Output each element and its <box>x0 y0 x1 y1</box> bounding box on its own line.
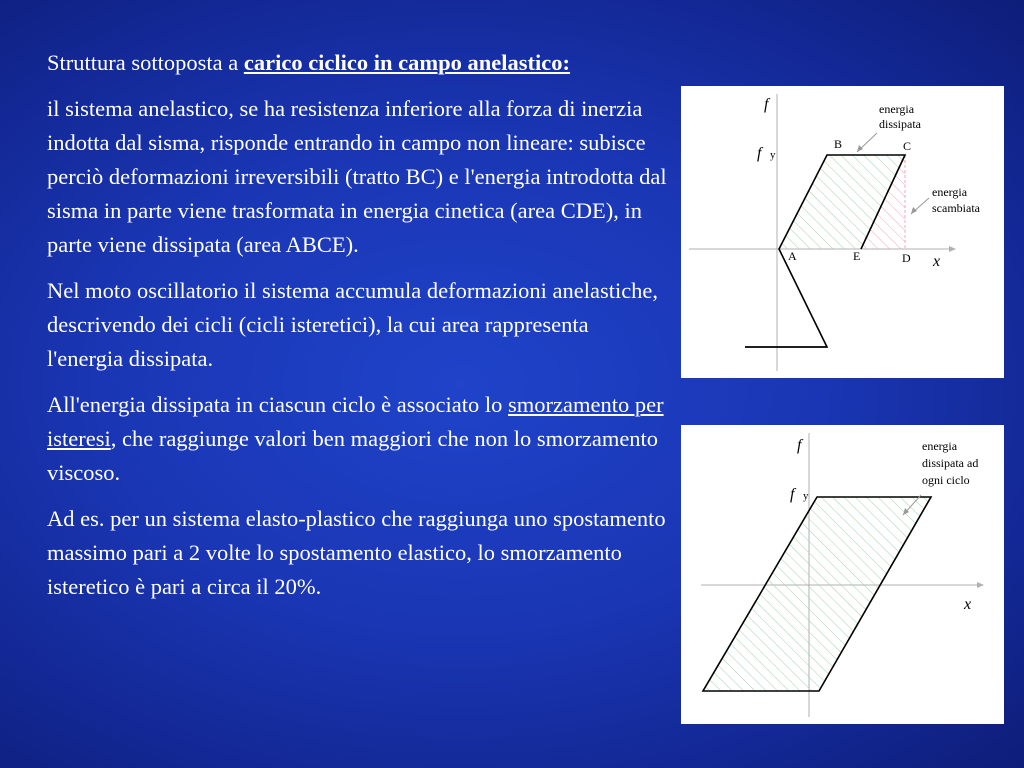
scambiata-label-line1: energia <box>932 185 968 199</box>
dissipata-label-line1: energia <box>879 102 915 116</box>
title-link[interactable]: carico ciclico in campo anelastico: <box>243 50 571 75</box>
x-axis-arrow <box>949 246 956 252</box>
scambiata-label-line2: scambiata <box>932 201 980 215</box>
text-column <box>47 46 669 616</box>
hysteresis-damping-link[interactable]: smorzamento per isteresi <box>47 392 664 451</box>
paragraph-1: il sistema anelastico, se ha resistenza inferiore alla forza di inerzia indotta dal sisma, risponde entrando in campo non lineare: subisce perciò deformazioni irreversibili (tratto BC) e l'energia introdotta dal sisma in parte viene trasformata in energia cinetica (area CDE), in parte viene dissipata (area ABCE). <box>47 96 667 257</box>
loop-label-line2: dissipata ad <box>922 456 979 470</box>
scambiata-arrowhead <box>911 207 917 214</box>
fy-subscript: y <box>770 149 776 161</box>
title-prefix: Struttura sottoposta a <box>47 50 244 75</box>
hysteresis-loop-area <box>703 497 931 691</box>
dissipata-arrowhead <box>857 145 863 152</box>
axis-x-label: x <box>933 253 941 270</box>
paragraph-3-start: All'energia dissipata in ciascun ciclo è associato lo <box>47 392 508 417</box>
intro-paragraph <box>47 46 669 80</box>
diagram-1-svg <box>681 86 1004 378</box>
dissipata-label-line2: dissipata <box>879 117 921 131</box>
diagram-2-panel <box>681 425 1004 724</box>
fy-label: f <box>790 486 795 503</box>
loop-label-line1: energia <box>922 439 958 453</box>
point-c-label: C <box>903 139 912 153</box>
paragraph-3 <box>47 388 669 490</box>
axis-f-label: f <box>764 96 769 113</box>
diagram-2-svg <box>681 425 1004 724</box>
point-a-label: A <box>788 249 797 263</box>
x-axis-arrow <box>977 582 984 588</box>
axis-f-label: f <box>797 437 802 454</box>
fy-label: f <box>757 145 762 162</box>
paragraph-3-end: , che raggiunge valori ben maggiori che non lo smorzamento viscoso. <box>47 426 659 485</box>
axis-x-label: x <box>964 596 972 613</box>
loop-label-line3: ogni ciclo <box>922 473 970 487</box>
point-d-label: D <box>902 251 911 265</box>
paragraph-2: Nel moto oscillatorio il sistema accumula deformazioni anelastiche, descrivendo dei cicli (cicli isteretici), la cui area rappresenta l'energia dissipata. <box>47 278 659 371</box>
point-b-label: B <box>834 137 843 151</box>
point-e-label: E <box>853 249 861 263</box>
fy-subscript: y <box>803 490 809 502</box>
paragraph-4: Ad es. per un sistema elasto-plastico che raggiunga uno spostamento massimo pari a 2 volte lo spostamento elastico, lo smorzamento isteretico è pari a circa il 20%. <box>47 506 666 599</box>
diagram-1-panel <box>681 86 1004 378</box>
